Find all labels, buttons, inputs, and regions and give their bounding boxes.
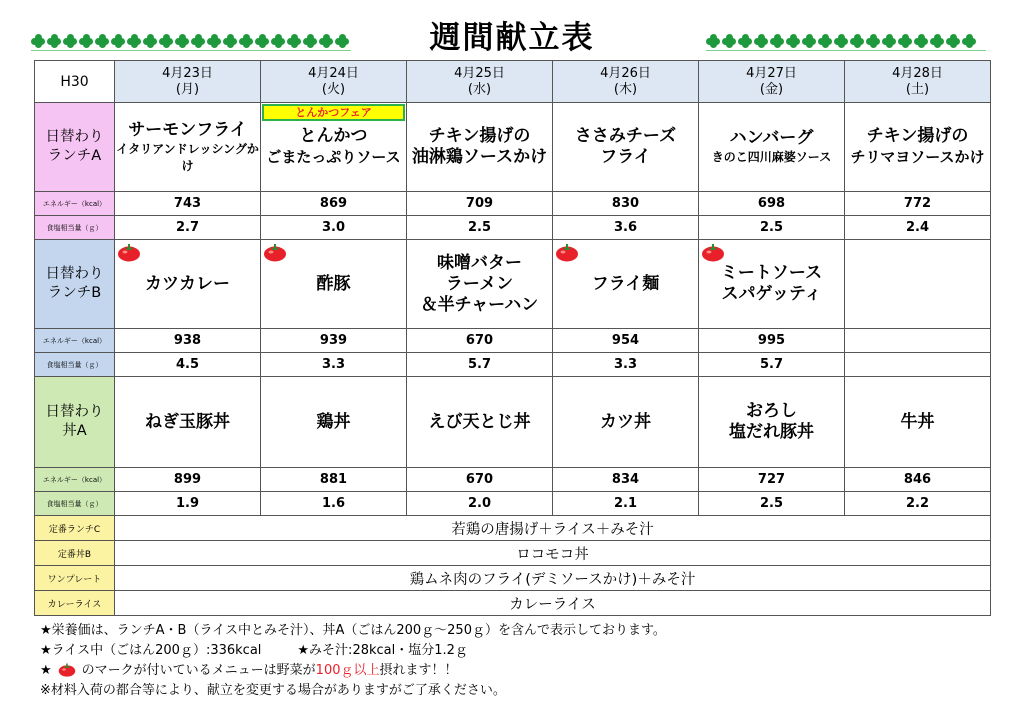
regular-row xyxy=(35,541,991,566)
note-line: ※材料入荷の都合等により、献立を変更する場合がありますがご了承ください。 xyxy=(40,683,506,698)
clover-icon xyxy=(287,34,301,48)
clover-icon xyxy=(754,34,768,48)
date-cell: 4月28日 (土) xyxy=(845,61,991,103)
lunch-a-energy-row xyxy=(35,192,991,216)
clover-icon xyxy=(818,34,832,48)
dish-cell: 鶏丼 xyxy=(261,377,407,468)
clover-icon xyxy=(159,34,173,48)
clover-icon xyxy=(143,34,157,48)
salt-value: 3.3 xyxy=(261,353,407,377)
salt-value: 2.5 xyxy=(699,216,845,240)
salt-value: 3.3 xyxy=(553,353,699,377)
clover-icon xyxy=(738,34,752,48)
don-a-energy-row xyxy=(35,468,991,492)
lunch-b-energy-row xyxy=(35,329,991,353)
dish-cell: カツカレー xyxy=(115,240,261,329)
note-line: ★ のマークが付いているメニューは野菜が100ｇ以上摂れます！！ xyxy=(40,663,458,678)
clover-icon xyxy=(802,34,816,48)
clover-icon xyxy=(962,34,976,48)
tomato-icon xyxy=(58,662,76,677)
date-cell: 4月25日 (水) xyxy=(407,61,553,103)
energy-value: 727 xyxy=(699,468,845,492)
energy-value: 834 xyxy=(553,468,699,492)
dish-cell: 牛丼 xyxy=(845,377,991,468)
year-label: H30 xyxy=(35,61,115,103)
lunch-a-dish-row xyxy=(35,103,991,192)
clover-icon xyxy=(31,34,45,48)
regular-label: 定番ランチC xyxy=(35,516,115,541)
energy-value xyxy=(845,329,991,353)
note-line: ★栄養価は、ランチA・B（ライス中とみそ汁）、丼A（ごはん200ｇ～250ｇ）を含んで表示しております。 xyxy=(40,623,666,638)
dish-cell: ハンバーグ きのこ四川麻婆ソース xyxy=(699,103,845,192)
clover-icon xyxy=(335,34,349,48)
dish-cell: 酢豚 xyxy=(261,240,407,329)
dish-cell: ねぎ玉豚丼 xyxy=(115,377,261,468)
clover-icon xyxy=(127,34,141,48)
salt-value: 1.6 xyxy=(261,492,407,516)
divider xyxy=(706,50,986,51)
energy-value: 670 xyxy=(407,468,553,492)
energy-value: 881 xyxy=(261,468,407,492)
dish-cell: ミートソース スパゲッティ xyxy=(699,240,845,329)
lunch-b-dish-row xyxy=(35,240,991,329)
salt-value: 2.1 xyxy=(553,492,699,516)
energy-label: エネルギー（kcal） xyxy=(35,468,115,492)
lunch-b-salt-row xyxy=(35,353,991,377)
dish-cell: フライ麺 xyxy=(553,240,699,329)
clover-icon xyxy=(850,34,864,48)
clover-icon xyxy=(946,34,960,48)
clover-icon xyxy=(866,34,880,48)
clover-icon xyxy=(722,34,736,48)
date-cell: 4月26日 (木) xyxy=(553,61,699,103)
clover-icon xyxy=(47,34,61,48)
energy-value: 698 xyxy=(699,192,845,216)
energy-value: 938 xyxy=(115,329,261,353)
clover-icon xyxy=(239,34,253,48)
dish-cell: カツ丼 xyxy=(553,377,699,468)
clover-icon xyxy=(834,34,848,48)
date-cell: 4月24日 (火) xyxy=(261,61,407,103)
date-header-row xyxy=(35,61,991,103)
divider xyxy=(31,50,351,51)
clover-icon xyxy=(223,34,237,48)
clover-icon xyxy=(111,34,125,48)
regular-menu: 若鶏の唐揚げ＋ライス＋みそ汁 xyxy=(115,516,991,541)
salt-value: 5.7 xyxy=(407,353,553,377)
clover-icon xyxy=(95,34,109,48)
tomato-icon xyxy=(117,242,141,262)
dish-cell: チキン揚げの 油淋鶏ソースかけ xyxy=(407,103,553,192)
salt-value: 2.7 xyxy=(115,216,261,240)
regular-row xyxy=(35,566,991,591)
regular-label: カレーライス xyxy=(35,591,115,616)
dish-cell: チキン揚げの チリマヨソースかけ xyxy=(845,103,991,192)
clover-icon xyxy=(255,34,269,48)
dish-cell: 味噌バター ラーメン ＆半チャーハン xyxy=(407,240,553,329)
clover-icon xyxy=(271,34,285,48)
header xyxy=(0,0,1024,62)
clover-icon xyxy=(303,34,317,48)
clover-icon xyxy=(706,34,720,48)
menu-table xyxy=(34,60,991,616)
regular-label: ワンプレート xyxy=(35,566,115,591)
salt-value: 2.5 xyxy=(699,492,845,516)
energy-value: 869 xyxy=(261,192,407,216)
energy-value: 709 xyxy=(407,192,553,216)
salt-value: 5.7 xyxy=(699,353,845,377)
salt-value: 2.0 xyxy=(407,492,553,516)
clover-icon xyxy=(319,34,333,48)
note-line: ★ライス中（ごはん200ｇ）:336kcal ★みそ汁:28kcal・塩分1.2ｇ xyxy=(40,643,468,658)
dish-cell: サーモンフライ イタリアンドレッシングかけ xyxy=(115,103,261,192)
dish-cell: ささみチーズ フライ xyxy=(553,103,699,192)
regular-menu: 鶏ムネ肉のフライ(デミソースかけ)＋みそ汁 xyxy=(115,566,991,591)
don-a-dish-row xyxy=(35,377,991,468)
dish-cell-empty xyxy=(845,240,991,329)
date-cell: 4月27日 (金) xyxy=(699,61,845,103)
lunch-a-salt-row xyxy=(35,216,991,240)
clover-icon xyxy=(898,34,912,48)
dish-cell: おろし 塩だれ豚丼 xyxy=(699,377,845,468)
clover-icon xyxy=(930,34,944,48)
clover-icon xyxy=(63,34,77,48)
salt-value: 2.2 xyxy=(845,492,991,516)
energy-value: 670 xyxy=(407,329,553,353)
regular-menu: ロコモコ丼 xyxy=(115,541,991,566)
category-lunch-a: 日替わり ランチA xyxy=(35,103,115,192)
energy-value: 830 xyxy=(553,192,699,216)
page-title: 週間献立表 xyxy=(429,20,595,56)
clover-icon xyxy=(79,34,93,48)
salt-value: 2.4 xyxy=(845,216,991,240)
date-cell: 4月23日 (月) xyxy=(115,61,261,103)
clover-icon xyxy=(191,34,205,48)
clover-row-left xyxy=(31,34,349,48)
don-a-salt-row xyxy=(35,492,991,516)
salt-label: 食塩相当量（ｇ） xyxy=(35,216,115,240)
energy-label: エネルギー（kcal） xyxy=(35,329,115,353)
salt-value: 2.5 xyxy=(407,216,553,240)
regular-row xyxy=(35,516,991,541)
regular-label: 定番丼B xyxy=(35,541,115,566)
regular-row xyxy=(35,591,991,616)
clover-icon xyxy=(770,34,784,48)
energy-value: 772 xyxy=(845,192,991,216)
category-don-a: 日替わり 丼A xyxy=(35,377,115,468)
salt-label: 食塩相当量（ｇ） xyxy=(35,492,115,516)
salt-value: 3.6 xyxy=(553,216,699,240)
clover-icon xyxy=(207,34,221,48)
clover-icon xyxy=(882,34,896,48)
energy-value: 995 xyxy=(699,329,845,353)
clover-icon xyxy=(175,34,189,48)
energy-value: 899 xyxy=(115,468,261,492)
tomato-icon xyxy=(263,242,287,262)
energy-label: エネルギー（kcal） xyxy=(35,192,115,216)
clover-row-right xyxy=(706,34,976,48)
tomato-icon xyxy=(555,242,579,262)
salt-value xyxy=(845,353,991,377)
energy-value: 846 xyxy=(845,468,991,492)
salt-value: 3.0 xyxy=(261,216,407,240)
clover-icon xyxy=(914,34,928,48)
category-lunch-b: 日替わり ランチB xyxy=(35,240,115,329)
energy-value: 939 xyxy=(261,329,407,353)
regular-menu: カレーライス xyxy=(115,591,991,616)
energy-value: 954 xyxy=(553,329,699,353)
salt-value: 4.5 xyxy=(115,353,261,377)
dish-cell: とんかつフェア とんかつ ごまたっぷりソース xyxy=(261,103,407,192)
salt-label: 食塩相当量（ｇ） xyxy=(35,353,115,377)
energy-value: 743 xyxy=(115,192,261,216)
notes xyxy=(40,621,1000,701)
tomato-icon xyxy=(701,242,725,262)
clover-icon xyxy=(786,34,800,48)
salt-value: 1.9 xyxy=(115,492,261,516)
tonkatsu-fair-badge: とんかつフェア xyxy=(262,104,405,121)
dish-cell: えび天とじ丼 xyxy=(407,377,553,468)
